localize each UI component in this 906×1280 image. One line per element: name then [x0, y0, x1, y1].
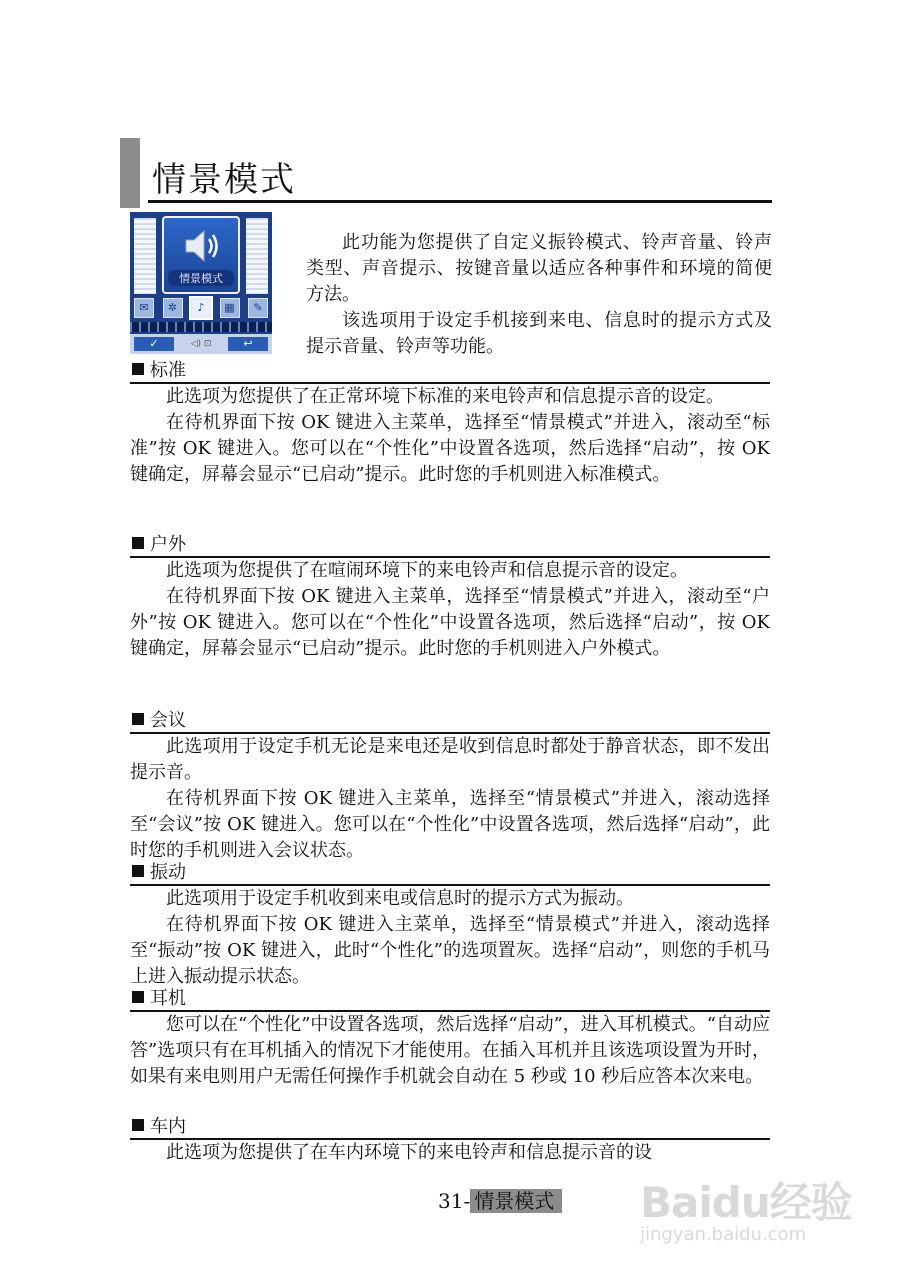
softkey-back-icon: ↩ [228, 337, 268, 351]
tools-icon: ✎ [248, 298, 268, 318]
section-car [130, 1116, 770, 1166]
gear-icon: ✲ [163, 298, 183, 318]
page-title: 情景模式 [152, 160, 296, 200]
section-paragraph: 此选项用于设定手机收到来电或信息时的提示方式为振动。 [166, 888, 634, 909]
footer-chapter-label: 情景模式 [470, 1189, 562, 1213]
section-heading: 户外 [130, 534, 770, 558]
media-icon: ▦ [220, 298, 240, 318]
screen-hero-tile [162, 216, 240, 294]
section-paragraph: 在待机界面下按 OK 键进入主菜单，选择至“情景模式”并进入，滚动至“标准”按 OK 键进入。您可以在“个性化”中设置各选项，然后选择“启动”，按 OK 键确定，屏幕会显示“已启动”提示。此时您的手机则进入标准模式。 [130, 412, 770, 485]
section-heading: 车内 [130, 1116, 770, 1140]
screen-icon-row [134, 298, 268, 320]
page-number: 31- [438, 1189, 471, 1213]
title-rule [148, 200, 772, 203]
section-headset [130, 988, 770, 1090]
bullet-square-icon [132, 537, 144, 549]
bullet-square-icon [132, 713, 144, 725]
baidu-watermark [640, 1170, 860, 1250]
intro-paragraph: 该选项用于设定手机接到来电、信息时的提示方式及提示音量、铃声等功能。 [306, 310, 772, 357]
phone-screen-image [130, 212, 272, 354]
section-vibrate [130, 862, 770, 990]
section-paragraph: 在待机界面下按 OK 键进入主菜单，选择至“情景模式”并进入，滚动选择至“振动”按 OK 键进入，此时“个性化”的选项置灰。选择“启动”，则您的手机马上进入振动提示状态。 [130, 914, 770, 987]
bullet-square-icon [132, 363, 144, 375]
section-heading: 耳机 [130, 988, 770, 1012]
section-outdoor [130, 534, 770, 662]
bullet-square-icon [132, 1119, 144, 1131]
screen-side-left [134, 218, 156, 294]
watermark-brand: Baidu经验 [640, 1178, 852, 1227]
softkey-ok-icon: ✓ [134, 337, 174, 351]
intro-paragraph: 此功能为您提供了自定义振铃模式、铃声音量、铃声类型、声音提示、按键音量以适应各种事件和环境的简便方法。 [306, 232, 772, 305]
softkey-mid: ◁) ⊡ [190, 339, 212, 349]
section-paragraph: 此选项用于设定手机无论是来电还是收到信息时都处于静音状态，即不发出提示音。 [130, 736, 770, 783]
section-paragraph: 此选项为您提供了在车内环境下的来电铃声和信息提示音的设 [166, 1142, 652, 1163]
section-paragraph: 此选项为您提供了在喧闹环境下的来电铃声和信息提示音的设定。 [166, 560, 688, 581]
screen-side-right [246, 218, 268, 294]
title-marker [120, 138, 140, 208]
screen-hero-label: 情景模式 [168, 270, 234, 286]
section-paragraph: 在待机界面下按 OK 键进入主菜单，选择至“情景模式”并进入，滚动至“户外”按 OK 键进入。您可以在“个性化”中设置各选项，然后选择“启动”，按 OK 键确定，屏幕会显示“已启动”提示。此时您的手机则进入户外模式。 [130, 586, 770, 659]
mail-icon: ✉ [134, 298, 154, 318]
screen-softkeys [130, 334, 272, 354]
section-paragraph: 在待机界面下按 OK 键进入主菜单，选择至“情景模式”并进入，滚动选择至“会议”按 OK 键进入。您可以在“个性化”中设置各选项，然后选择“启动”，此时您的手机则进入会议状态。 [130, 788, 770, 861]
section-standard [130, 360, 770, 488]
screen-strip [130, 322, 272, 332]
bullet-square-icon [132, 991, 144, 1003]
section-meeting [130, 710, 770, 864]
section-heading: 会议 [130, 710, 770, 734]
watermark-url: jingyan.baidu.com [640, 1224, 807, 1245]
section-heading: 标准 [130, 360, 770, 384]
speaker-icon [182, 228, 222, 264]
page-footer [438, 1188, 562, 1214]
sound-icon: ♪ [191, 298, 211, 318]
bullet-square-icon [132, 865, 144, 877]
intro-text [306, 230, 772, 360]
section-heading: 振动 [130, 862, 770, 886]
section-paragraph: 此选项为您提供了在正常环境下标准的来电铃声和信息提示音的设定。 [166, 386, 724, 407]
section-paragraph: 您可以在“个性化”中设置各选项，然后选择“启动”，进入耳机模式。“自动应答”选项只有在耳机插入的情况下才能使用。在插入耳机并且该选项设置为开时，如果有来电则用户无需任何操作手机就会自动在 5 秒或 10 秒后应答本次来电。 [130, 1014, 771, 1087]
